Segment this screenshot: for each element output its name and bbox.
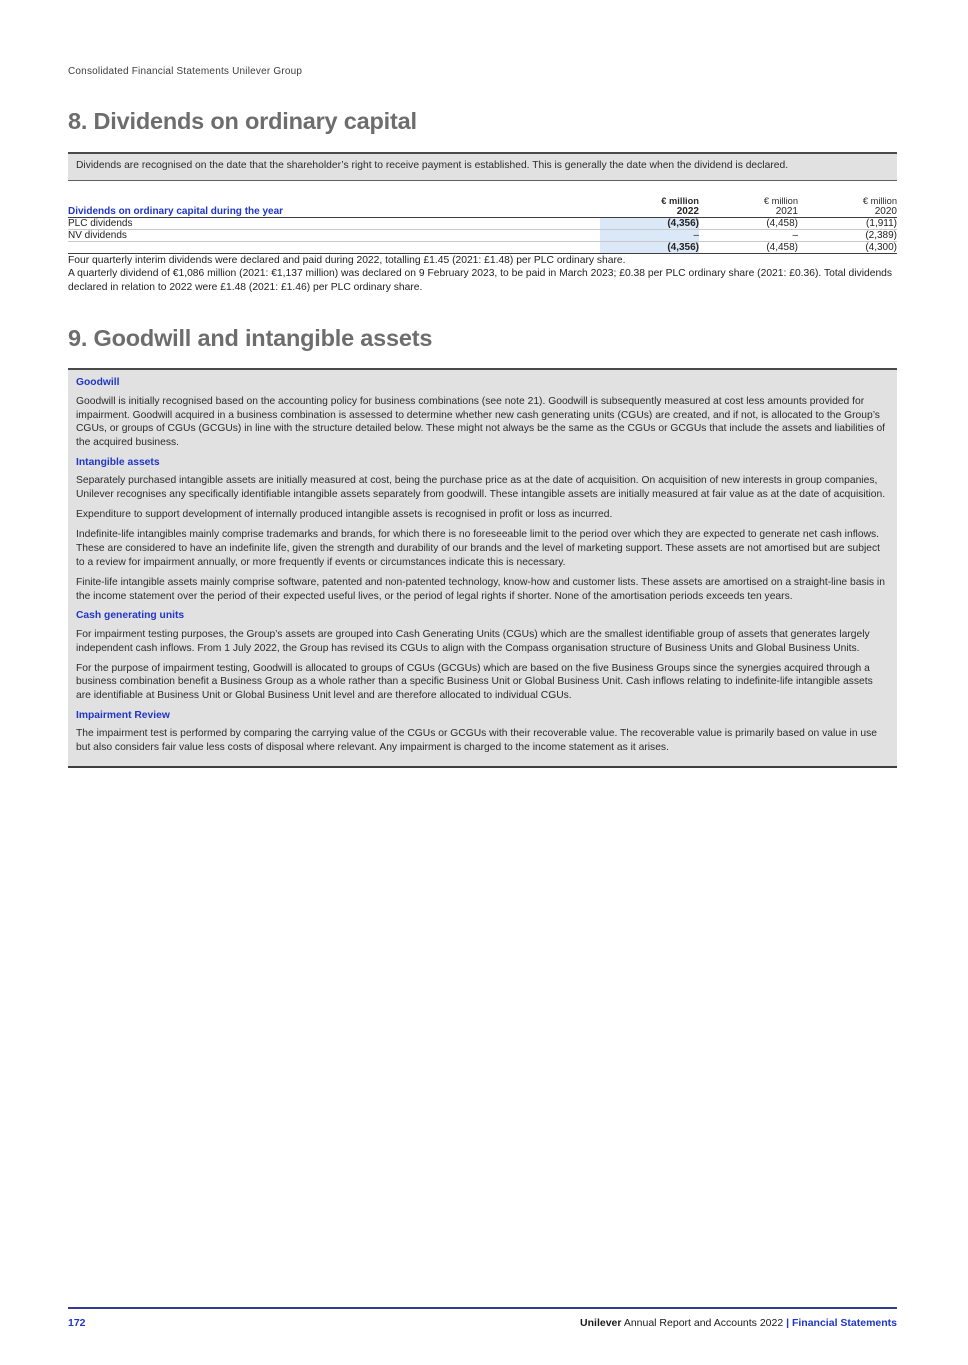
impairment-paragraph: The impairment test is performed by comparing the carrying value of the CGUs or GCGUs with their recoverable value. The recoverable value is primarily based on value in use but also considers fair value less costs of disposal where relevant. Any impairment is charged to the income statement as it arises. bbox=[76, 728, 878, 754]
intangible-paragraph-4: Finite-life intangible assets mainly comprise software, patented and non-patented technology, know-how and customer lists. These assets are amortised on a straight-line basis in the income statement over the period of their expected useful lives, or the period of legal rights if shorter. None of the amortisation periods exceeds ten years. bbox=[76, 576, 885, 602]
cgu-paragraph-2: For the purpose of impairment testing, Goodwill is allocated to groups of CGUs (GCGUs) which are based on the five Business Groups since the synergies acquired through a business combination benefit a Business Group as a whole rather than a specific Business Unit or Global Business Unit. Cash inflows relating to indefinite-life intangible assets are identifiable at Business Unit or Global Business Unit level and are therefore allocated to individual CGUs. bbox=[76, 662, 873, 702]
unit-label-2020: € million bbox=[862, 195, 897, 206]
page-number: 172 bbox=[68, 1317, 86, 1329]
total-cell-2022: (4,356) bbox=[600, 241, 699, 253]
dividends-table bbox=[68, 196, 897, 254]
unit-label-2022: € million bbox=[661, 195, 699, 206]
goodwill-paragraph: Goodwill is initially recognised based on the accounting policy for business combinations (see note 21). Goodwill is subsequently measured at cost less amounts provided for impairment. Goodwill acquired in a business combination is assessed to determine whether new cash generating units (CGUs) are created, and if not, is allocated to the Group’s CGUs, or groups of CGUs (GCGUs) in line with the structure detailed below. These might not always be the same as the CGUs or GCGUs that include the assets and liabilities of the acquired business. bbox=[76, 395, 886, 448]
section8-paragraph-1: Four quarterly interim dividends were declared and paid during 2022, totalling £1.45 (2021: £1.48) per PLC ordinary share. bbox=[68, 254, 626, 266]
section8-paragraph-2: A quarterly dividend of €1,086 million (2021: €1,137 million) was declared on 9 February 2023, to be paid in March 2023; £0.38 per PLC ordinary share (2021: £0.36). Total dividends declared in relation to 2022 were £1.48 (2021: £1.46) per PLC ordinary share. bbox=[68, 268, 893, 293]
cgu-paragraph-1: For impairment testing purposes, the Group’s assets are grouped into Cash Generating Units (CGUs) which are the smallest identifiable group of assets that generates largely independent cash inflows. From 1 July 2022, the Group has revised its CGUs to align with the Compass organisation structure of Business Units and Global Business Units. bbox=[76, 628, 870, 654]
intangible-paragraph-1: Separately purchased intangible assets are initially measured at cost, being the purchase price as at the date of acquisition. On acquisition of new interests in group companies, Unilever recognises any specifically identifiable intangible assets separately from goodwill. These intangible assets are initially measured at fair value as at the date of acquisition. bbox=[76, 475, 886, 500]
impairment-review-heading: Impairment Review bbox=[76, 709, 170, 721]
table-cell-2021: – bbox=[699, 229, 798, 241]
total-cell-2021: (4,458) bbox=[699, 241, 798, 253]
table-cell-2022: (4,356) bbox=[600, 217, 699, 229]
row-label: PLC dividends bbox=[68, 217, 600, 229]
footer-report-text: Annual Report and Accounts 2022 bbox=[621, 1317, 787, 1329]
table-row-total bbox=[68, 241, 897, 253]
intangible-assets-heading: Intangible assets bbox=[76, 456, 160, 468]
section8-title: 8. Dividends on ordinary capital bbox=[68, 108, 417, 134]
total-cell-2020: (4,300) bbox=[798, 241, 897, 253]
goodwill-heading: Goodwill bbox=[76, 377, 120, 389]
table-cell-2020: (1,911) bbox=[798, 217, 897, 229]
footer-section-link: Financial Statements bbox=[791, 1317, 897, 1329]
table-row-plc-dividends bbox=[68, 217, 897, 229]
table-unit-row bbox=[68, 196, 897, 206]
footer-report-title bbox=[580, 1317, 897, 1329]
intangible-paragraph-2: Expenditure to support development of internally produced intangible assets is recognised in profit or loss as incurred. bbox=[76, 509, 613, 521]
table-cell-2022: – bbox=[600, 229, 699, 241]
footer-brand: Unilever bbox=[580, 1317, 622, 1329]
page-content bbox=[68, 0, 897, 768]
breadcrumb: Consolidated Financial Statements Unilever Group bbox=[68, 66, 303, 77]
cash-generating-units-heading: Cash generating units bbox=[76, 610, 185, 622]
section9-policy-box bbox=[68, 368, 897, 767]
table-cell-2020: (2,389) bbox=[798, 229, 897, 241]
table-cell-empty bbox=[68, 196, 600, 206]
row-label-empty bbox=[68, 241, 600, 253]
year-header-2022: 2022 bbox=[600, 206, 699, 218]
page-footer bbox=[68, 1307, 897, 1329]
table-caption: Dividends on ordinary capital during the year bbox=[68, 206, 600, 218]
row-label: NV dividends bbox=[68, 229, 600, 241]
year-header-2021: 2021 bbox=[699, 206, 798, 218]
table-header-row bbox=[68, 206, 897, 218]
section9-title: 9. Goodwill and intangible assets bbox=[68, 325, 433, 352]
footer-separator: | bbox=[786, 1317, 792, 1329]
section8-intro-box: Dividends are recognised on the date that the shareholder’s right to receive payment is established. This is generally the date when the dividend is declared. bbox=[68, 152, 897, 181]
unit-label-2021: € million bbox=[763, 195, 798, 206]
year-header-2020: 2020 bbox=[798, 206, 897, 218]
table-row-nv-dividends bbox=[68, 229, 897, 241]
table-cell-2021: (4,458) bbox=[699, 217, 798, 229]
intangible-paragraph-3: Indefinite-life intangibles mainly comprise trademarks and brands, for which there is no foreseeable limit to the period over which they are expected to generate net cash inflows. These are considered to have an indefinite life, given the strength and durability of our brands and the level of marketing support. These assets are not amortised but are subject to a review for impairment annually, or more frequently if events or circumstances indicate this is necessary. bbox=[76, 529, 881, 568]
